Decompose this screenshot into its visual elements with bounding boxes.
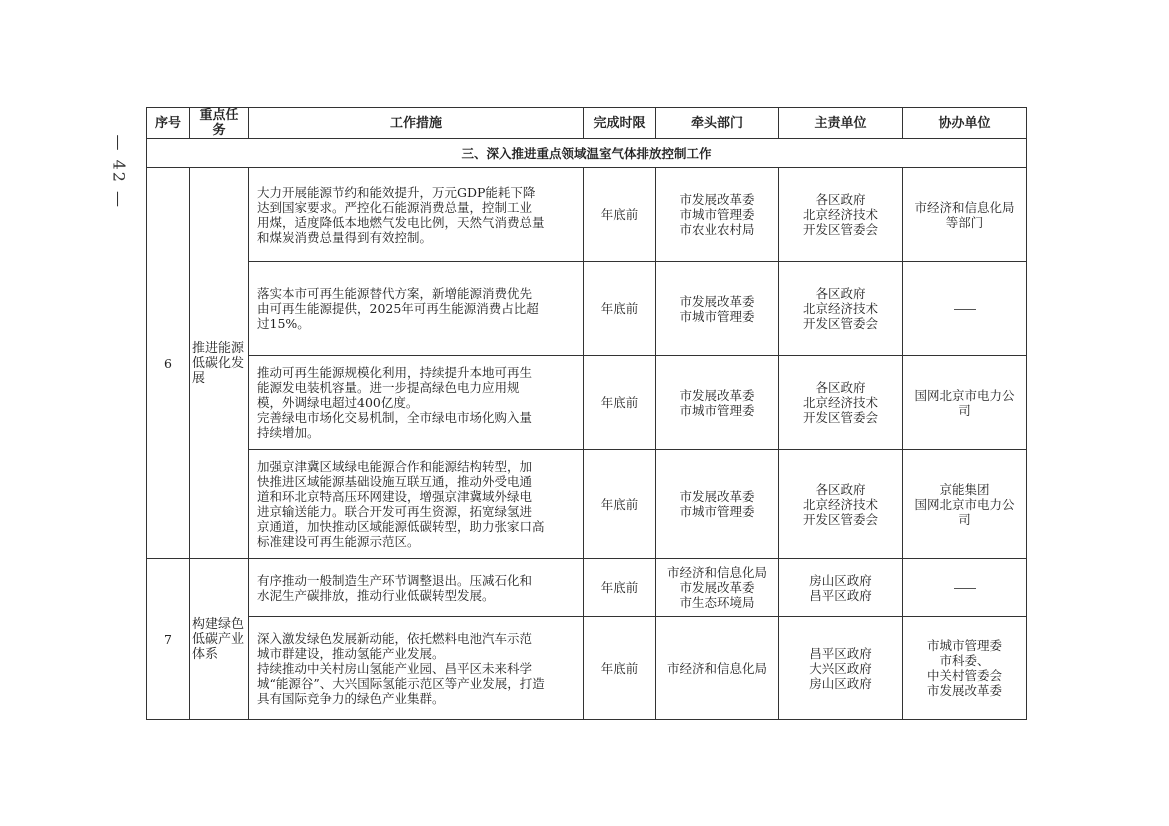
main-unit: 各区政府 北京经济技术 开发区管委会 (779, 168, 903, 262)
lead-department: 市发展改革委 市城市管理委 (656, 262, 779, 356)
work-measure: 深入激发绿色发展新动能，依托燃料电池汽车示范 城市群建设，推动氢能产业发展。 持续推动中关村房山氢能产业园、昌平区未来科学 城“能源谷”、大兴国际氢能示范区等产业发展，打造 具有国际竞争力的绿色产业集群。 (249, 617, 584, 720)
assist-unit: 京能集团 国网北京市电力公司 (903, 450, 1027, 559)
work-measure: 落实本市可再生能源替代方案，新增能源消费优先 由可再生能源提供，2025年可再生能源消费占比超 过15%。 (249, 262, 584, 356)
header-row (147, 108, 1027, 139)
assist-unit: 市经济和信息化局 等部门 (903, 168, 1027, 262)
assist-unit: 市城市管理委 市科委、 中关村管委会 市发展改革委 (903, 617, 1027, 720)
empty-dash (954, 309, 976, 310)
main-unit: 房山区政府 昌平区政府 (779, 559, 903, 617)
row-number: 7 (147, 559, 190, 720)
assist-unit: 国网北京市电力公司 (903, 356, 1027, 450)
table-row (147, 559, 1027, 617)
lead-department: 市发展改革委 市城市管理委 (656, 356, 779, 450)
work-measure: 有序推动一般制造生产环节调整退出。压减石化和 水泥生产碳排放，推动行业低碳转型发展。 (249, 559, 584, 617)
header-task: 重点任务 (190, 108, 249, 139)
work-measure: 推动可再生能源规模化利用，持续提升本地可再生 能源发电装机容量。进一步提高绿色电力应用规 模，外调绿电超过400亿度。 完善绿电市场化交易机制，全市绿电市场化购入量 持续增加。 (249, 356, 584, 450)
table-row (147, 356, 1027, 450)
section-title: 三、深入推进重点领域温室气体排放控制工作 (147, 139, 1027, 168)
key-task: 构建绿色 低碳产业 体系 (190, 559, 249, 720)
header-deadline: 完成时限 (584, 108, 656, 139)
lead-department: 市发展改革委 市城市管理委 市农业农村局 (656, 168, 779, 262)
main-unit: 各区政府 北京经济技术 开发区管委会 (779, 262, 903, 356)
table-row (147, 450, 1027, 559)
empty-dash (954, 588, 976, 589)
page-number: — 42 — (109, 134, 129, 210)
header-no: 序号 (147, 108, 190, 139)
section-row (147, 139, 1027, 168)
deadline: 年底前 (584, 559, 656, 617)
lead-department: 市经济和信息化局 (656, 617, 779, 720)
header-main: 主责单位 (779, 108, 903, 139)
row-number: 6 (147, 168, 190, 559)
header-lead: 牵头部门 (656, 108, 779, 139)
deadline: 年底前 (584, 356, 656, 450)
work-measure: 加强京津冀区域绿电能源合作和能源结构转型，加 快推进区域能源基础设施互联互通，推动外受电通 道和环北京特高压环网建设，增强京津冀域外绿电 进京输送能力。联合开发可再生资源，拓宽绿氢进 京通道，加快推动区域能源低碳转型，助力张家口高 标准建设可再生能源示范区。 (249, 450, 584, 559)
table-row (147, 262, 1027, 356)
lead-department: 市经济和信息化局 市发展改革委 市生态环境局 (656, 559, 779, 617)
assist-unit (903, 559, 1027, 617)
assist-unit (903, 262, 1027, 356)
table-row (147, 617, 1027, 720)
table-row (147, 168, 1027, 262)
header-assist: 协办单位 (903, 108, 1027, 139)
key-task: 推进能源 低碳化发 展 (190, 168, 249, 559)
deadline: 年底前 (584, 617, 656, 720)
deadline: 年底前 (584, 168, 656, 262)
task-table (146, 107, 1027, 720)
header-measure: 工作措施 (249, 108, 584, 139)
deadline: 年底前 (584, 450, 656, 559)
lead-department: 市发展改革委 市城市管理委 (656, 450, 779, 559)
main-unit: 昌平区政府 大兴区政府 房山区政府 (779, 617, 903, 720)
deadline: 年底前 (584, 262, 656, 356)
main-unit: 各区政府 北京经济技术 开发区管委会 (779, 450, 903, 559)
work-measure: 大力开展能源节约和能效提升，万元GDP能耗下降 达到国家要求。严控化石能源消费总量，控制工业 用煤，适度降低本地燃气发电比例，天然气消费总量 和煤炭消费总量得到有效控制。 (249, 168, 584, 262)
main-unit: 各区政府 北京经济技术 开发区管委会 (779, 356, 903, 450)
